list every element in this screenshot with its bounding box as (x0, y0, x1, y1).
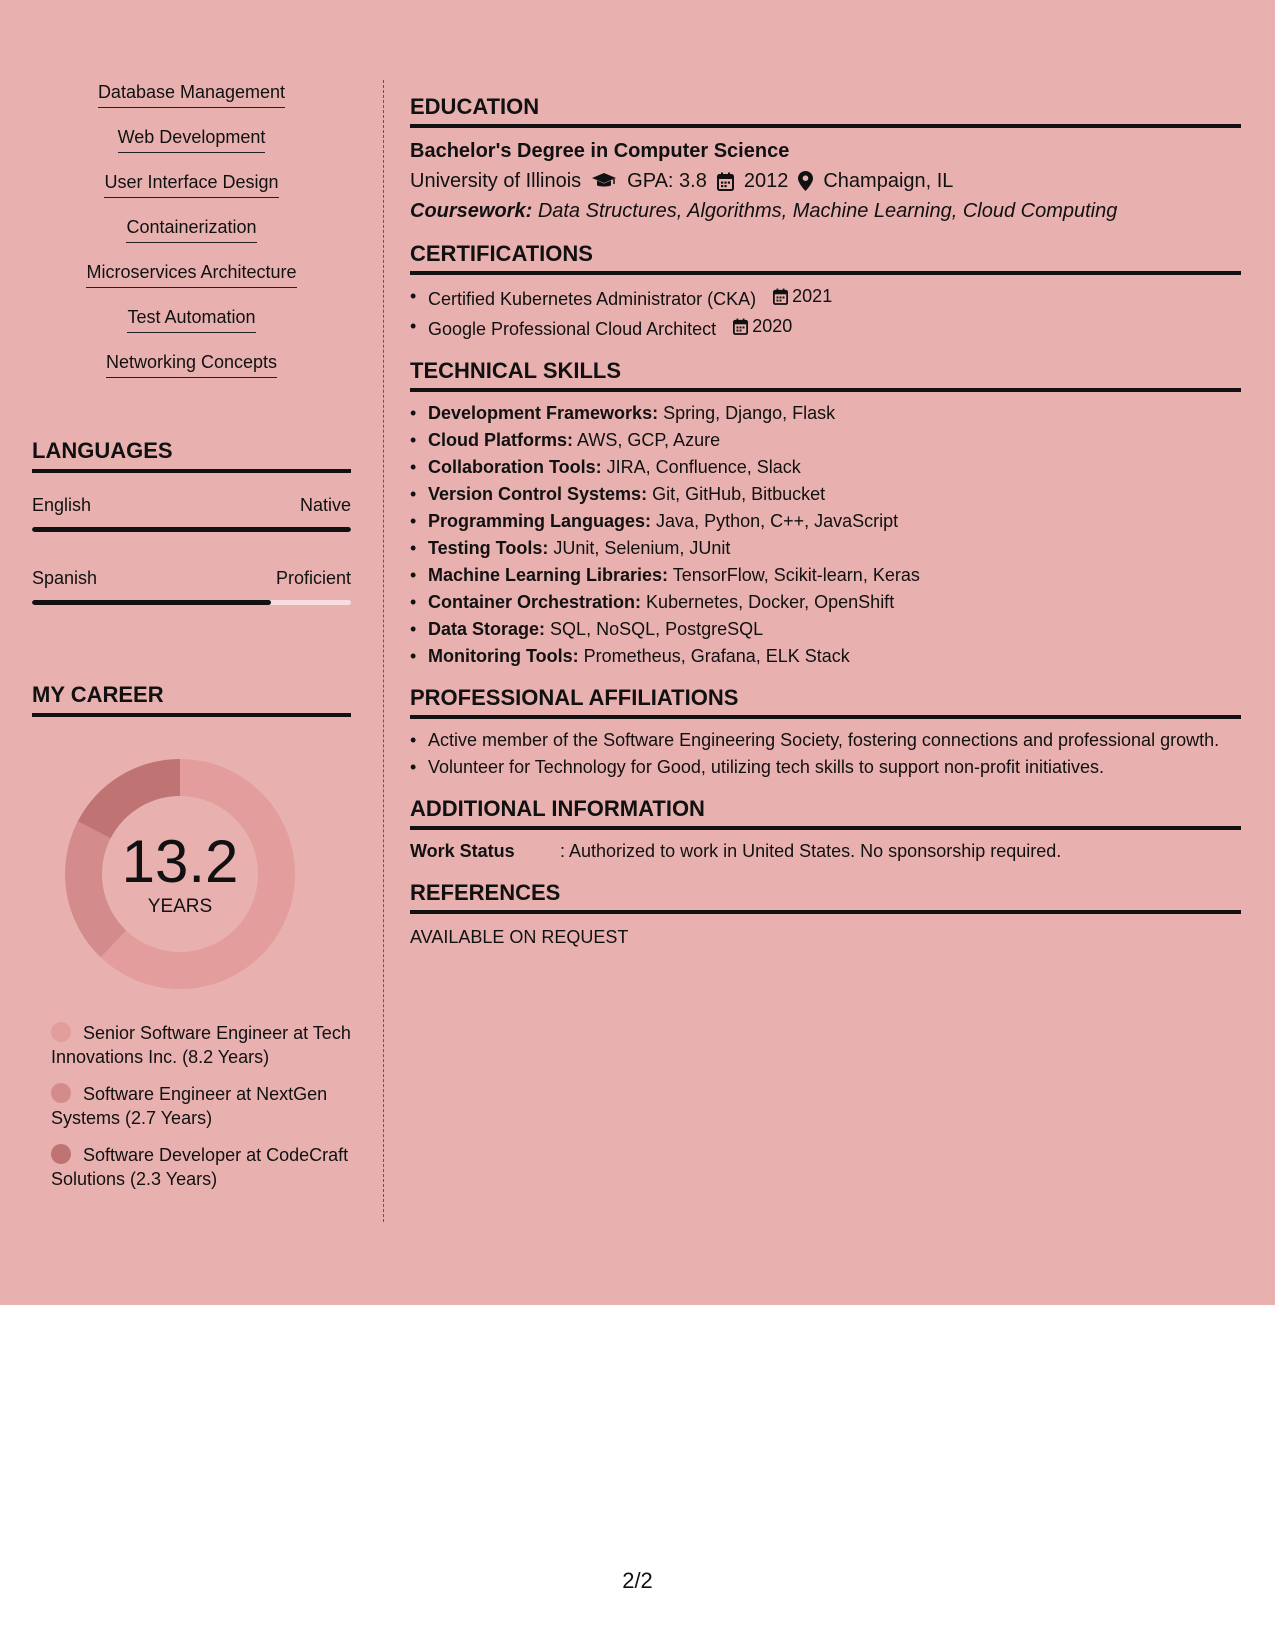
language-name: English (32, 495, 92, 515)
technical-skill-item: • Collaboration Tools: JIRA, Confluence, Slack (428, 454, 1241, 481)
technical-skill-item: • Development Frameworks: Spring, Django, Flask (428, 400, 1241, 427)
references-text: AVAILABLE ON REQUEST (410, 927, 629, 947)
language-bar-fill (32, 600, 271, 605)
additional-info-section (410, 795, 1241, 865)
affiliations-heading: PROFESSIONAL AFFILIATIONS (410, 684, 1241, 719)
technical-skills-list (410, 400, 1241, 670)
affiliations-section (410, 684, 1241, 781)
graduation-cap-icon (591, 172, 617, 190)
technical-skill-item: • Programming Languages: Java, Python, C++, JavaScript (428, 508, 1241, 535)
skill-item: Containerization (32, 215, 351, 260)
calendar-icon (773, 288, 788, 305)
school-name: University of Illinois (410, 170, 582, 192)
language-bar-fill (32, 527, 351, 532)
legend-dot (51, 1022, 71, 1042)
skill-item: Test Automation (32, 305, 351, 350)
right-column (410, 93, 1241, 966)
skill-list (32, 80, 351, 395)
location-pin-icon (798, 171, 813, 191)
language-item (32, 493, 351, 532)
skill-item: User Interface Design (32, 170, 351, 215)
references-section (410, 879, 1241, 952)
skill-item: Networking Concepts (32, 350, 351, 395)
legend-dot (51, 1083, 71, 1103)
career-donut-chart (65, 759, 295, 989)
language-bar (32, 527, 351, 532)
language-bar (32, 600, 351, 605)
column-divider (383, 80, 384, 1222)
career-total-years: 13.2 (121, 828, 239, 895)
education-details (410, 166, 1241, 196)
additional-info-heading: ADDITIONAL INFORMATION (410, 795, 1241, 830)
technical-skill-item: • Container Orchestration: Kubernetes, Docker, OpenShift (428, 589, 1241, 616)
technical-skills-heading: TECHNICAL SKILLS (410, 357, 1241, 392)
skill-item: Web Development (32, 125, 351, 170)
skill-item: Microservices Architecture (32, 260, 351, 305)
certifications-section (410, 240, 1241, 343)
career-heading: MY CAREER (32, 681, 351, 717)
skill-item: Database Management (32, 80, 351, 125)
degree-title: Bachelor's Degree in Computer Science (410, 140, 790, 162)
coursework-label: Coursework: (410, 200, 533, 222)
education-heading: EDUCATION (410, 93, 1241, 128)
technical-skill-item: • Cloud Platforms: AWS, GCP, Azure (428, 427, 1241, 454)
technical-skill-item: • Testing Tools: JUnit, Selenium, JUnit (428, 535, 1241, 562)
affiliation-item: • Volunteer for Technology for Good, utilizing tech skills to support non-profit initiatives. (428, 754, 1241, 781)
career-legend (32, 1021, 351, 1191)
languages-heading: LANGUAGES (32, 437, 351, 473)
technical-skills-section (410, 357, 1241, 670)
education-section (410, 93, 1241, 226)
language-item (32, 566, 351, 605)
work-status-value: : Authorized to work in United States. No sponsorship required. (560, 841, 1062, 861)
language-level: Proficient (275, 568, 351, 588)
technical-skill-item: • Data Storage: SQL, NoSQL, PostgreSQL (428, 616, 1241, 643)
graduation-year: 2012 (743, 170, 789, 192)
legend-item: Software Developer at CodeCraft Solutions (2.3 Years) (51, 1145, 349, 1189)
affiliation-item: • Active member of the Software Engineering Society, fostering connections and professional growth. (428, 727, 1241, 754)
language-name: Spanish (32, 568, 98, 588)
technical-skill-item: • Monitoring Tools: Prometheus, Grafana, ELK Stack (428, 643, 1241, 670)
affiliations-list (410, 727, 1241, 781)
left-column (32, 80, 351, 1204)
certification-year: 2021 (792, 286, 833, 306)
work-status-label: Work Status (410, 841, 515, 861)
certification-year: 2020 (752, 316, 793, 336)
career-total-unit: YEARS (147, 896, 213, 917)
certifications-heading: CERTIFICATIONS (410, 240, 1241, 275)
coursework (410, 196, 1241, 226)
gpa: GPA: 3.8 (627, 170, 707, 192)
work-status-row (410, 838, 1241, 865)
references-heading: REFERENCES (410, 879, 1241, 914)
page-number: 2/2 (622, 1568, 653, 1593)
legend-dot (51, 1144, 71, 1164)
technical-skill-item: • Machine Learning Libraries: TensorFlow, Scikit-learn, Keras (428, 562, 1241, 589)
certification-item: • Certified Kubernetes Administrator (CKA) 2021 (428, 283, 1241, 313)
certification-item: • Google Professional Cloud Architect 2020 (428, 313, 1241, 343)
language-level: Native (299, 495, 351, 515)
coursework-list: Data Structures, Algorithms, Machine Learning, Cloud Computing (537, 200, 1118, 222)
certification-list (410, 283, 1241, 343)
school-location: Champaign, IL (823, 170, 954, 192)
calendar-icon (733, 318, 748, 335)
legend-item: Senior Software Engineer at Tech Innovations Inc. (8.2 Years) (51, 1023, 351, 1067)
calendar-icon (717, 172, 734, 191)
technical-skill-item: • Version Control Systems: Git, GitHub, Bitbucket (428, 481, 1241, 508)
legend-item: Software Engineer at NextGen Systems (2.7 Years) (51, 1084, 328, 1128)
